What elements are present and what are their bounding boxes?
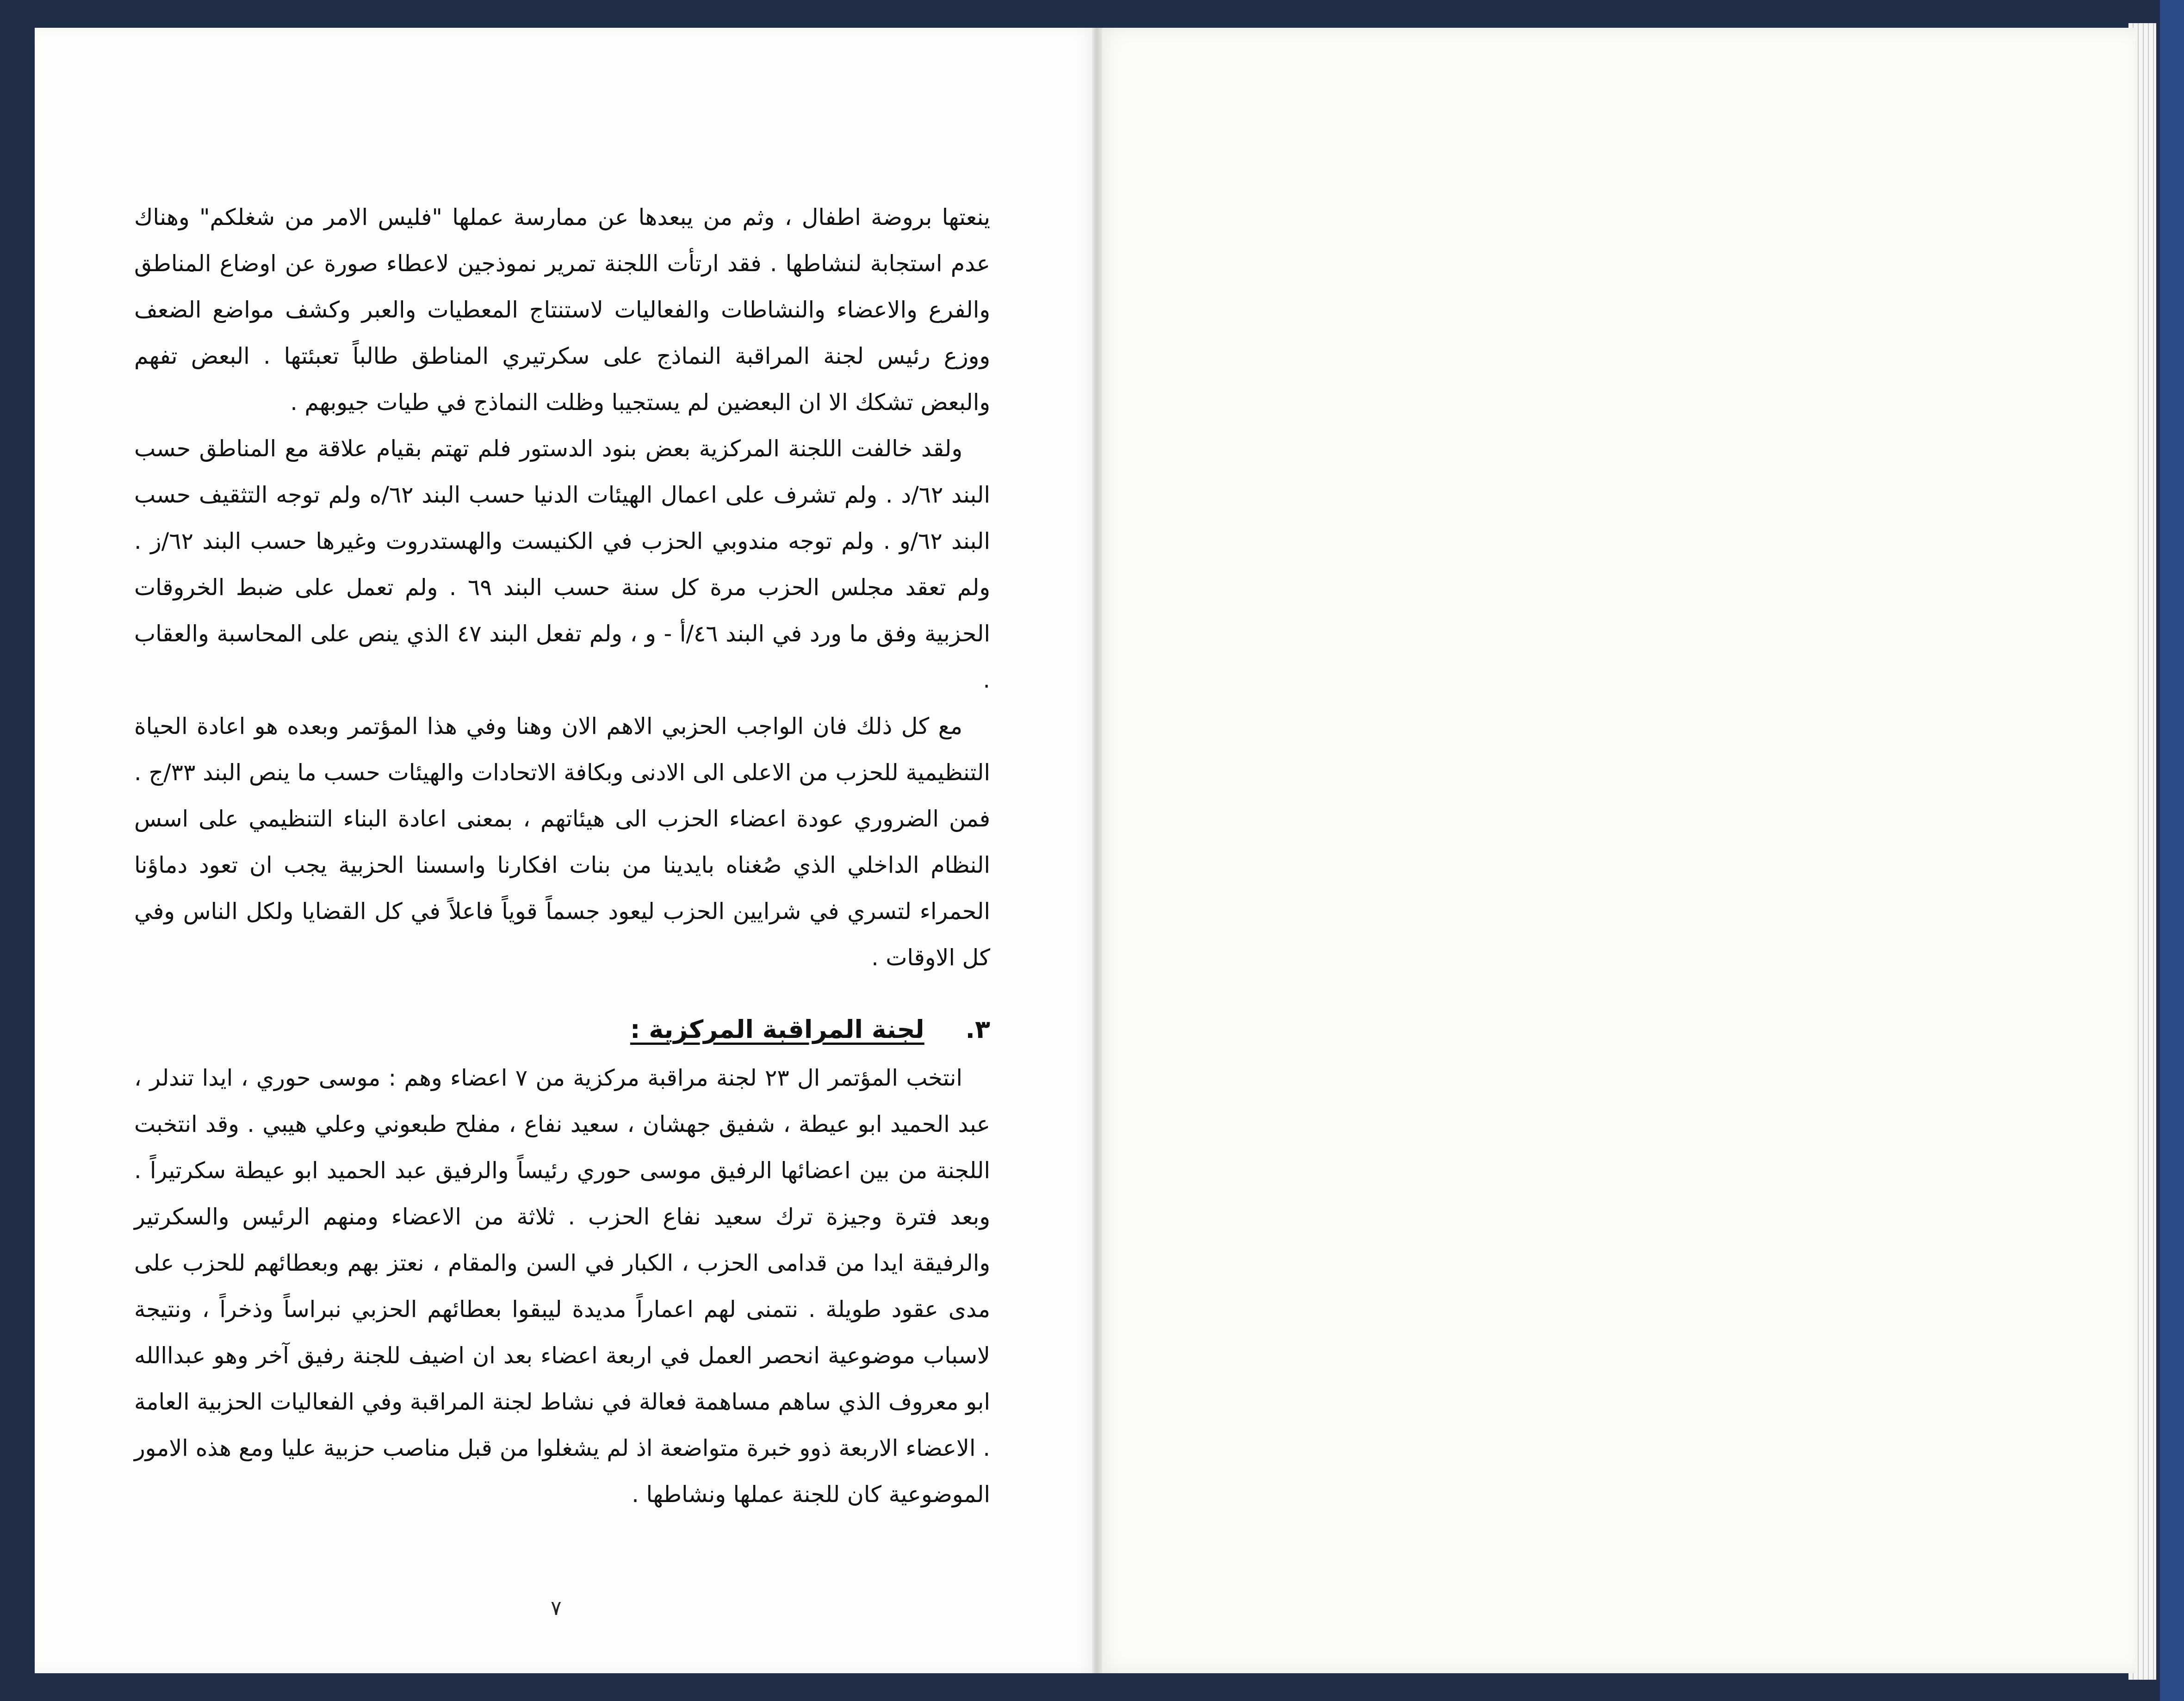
show-through-text <box>1231 194 1999 241</box>
binding-strip <box>2160 0 2184 1701</box>
book-gutter <box>1092 28 1102 1673</box>
body-text <box>134 194 990 981</box>
paragraph: مع كل ذلك فان الواجب الحزبي الاهم الان وهنا وفي هذا المؤتمر وبعده هو اعادة الحياة التنظيمية للحزب من الاعلى الى الادنى وبكافة الاتحادات والهيئات حسب ما ينص البند ٣٣/ج . فمن الضروري عودة اعضاء الحزب الى هيئاتهم ، بمعنى اعادة البناء التنظيمي على اسس النظام الداخلي الذي صُغناه بايدينا من بنات افكارنا واسسنا الحزبية يجب ان تعود دماؤنا الحمراء لتسري في شرايين الحزب ليعود جسماً قوياً فاعلاً في كل القضايا ولكل الناس وفي كل الاوقات . <box>134 713 990 971</box>
paragraph: انتخب المؤتمر ال ٢٣ لجنة مراقبة مركزية من ٧ اعضاء وهم : موسى حوري ، ايدا تندلر ، عبد الحميد ابو عيطة ، شفيق جهشان ، سعيد نفاع ، مفلح طبعوني وعلي هيبي . وقد انتخبت اللجنة من بين اعضائها الرفيق موسى حوري رئيساً والرفيق عبد الحميد ابو عيطة سكرتيراً . وبعد فترة وجيزة ترك سعيد نفاع الحزب . ثلاثة من الاعضاء ومنهم الرئيس والسكرتير والرفيقة ايدا من قدامى الحزب ، الكبار في السن والمقام ، نعتز بهم وبعطائهم للحزب على مدى عقود طويلة . نتمنى لهم اعماراً مديدة ليبقوا بعطائهم الحزبي نبراساً وذخراً ، ونتيجة لاسباب موضوعية انحصر العمل في اربعة اعضاء بعد ان اضيف للجنة رفيق آخر وهو عبداالله ابو معروف الذي ساهم مساهمة فعالة في نشاط لجنة المراقبة وفي الفعاليات الحزبية العامة . الاعضاء الاربعة ذوو خبرة متواضعة اذ لم يشغلوا من قبل مناصب حزبية عليا ومع هذه الامور الموضوعية كان للجنة عملها ونشاطها . <box>134 1065 990 1508</box>
right-page-blank <box>1097 28 2135 1673</box>
paragraph: ينعتها بروضة اطفال ، وثم من يبعدها عن ممارسة عملها "فليس الامر من شغلكم" وهناك عدم استجابة لنشاطها . فقد ارتأت اللجنة تمرير نموذجين لاعطاء صورة عن اوضاع المناطق والفرع والاعضاء والنشاطات والفعاليات لاستنتاج المعطيات والعبر وكشف مواضع الضعف ووزع رئيس لجنة المراقبة النماذج على سكرتيري المناطق طالباً تعبئتها . البعض تفهم والبعض تشكك الا ان البعضين لم يستجيبا وظلت النماذج في طيات جيوبهم . <box>134 204 990 416</box>
section-number: ٣. <box>965 1015 990 1044</box>
section-body <box>134 1055 990 1518</box>
page-number: ٧ <box>551 1596 562 1620</box>
section-title: لجنة المراقبة المركزية : <box>630 1015 924 1044</box>
section-heading <box>134 1011 990 1048</box>
paragraph: ولقد خالفت اللجنة المركزية بعض بنود الدستور فلم تهتم بقيام علاقة مع المناطق حسب البند ٦٢/د . ولم تشرف على اعمال الهيئات الدنيا حسب البند ٦٢/ه ولم توجه التثقيف حسب البند ٦٢/و . ولم توجه مندوبي الحزب في الكنيست والهستدروت وغيرها حسب البند ٦٢/ز . ولم تعقد مجلس الحزب مرة كل سنة حسب البند ٦٩ . ولم تعمل على ضبط الخروقات الحزبية وفق ما ورد في البند ٤٦/أ - و ، ولم تفعل البند ٤٧ الذي ينص على المحاسبة والعقاب . <box>134 435 990 693</box>
